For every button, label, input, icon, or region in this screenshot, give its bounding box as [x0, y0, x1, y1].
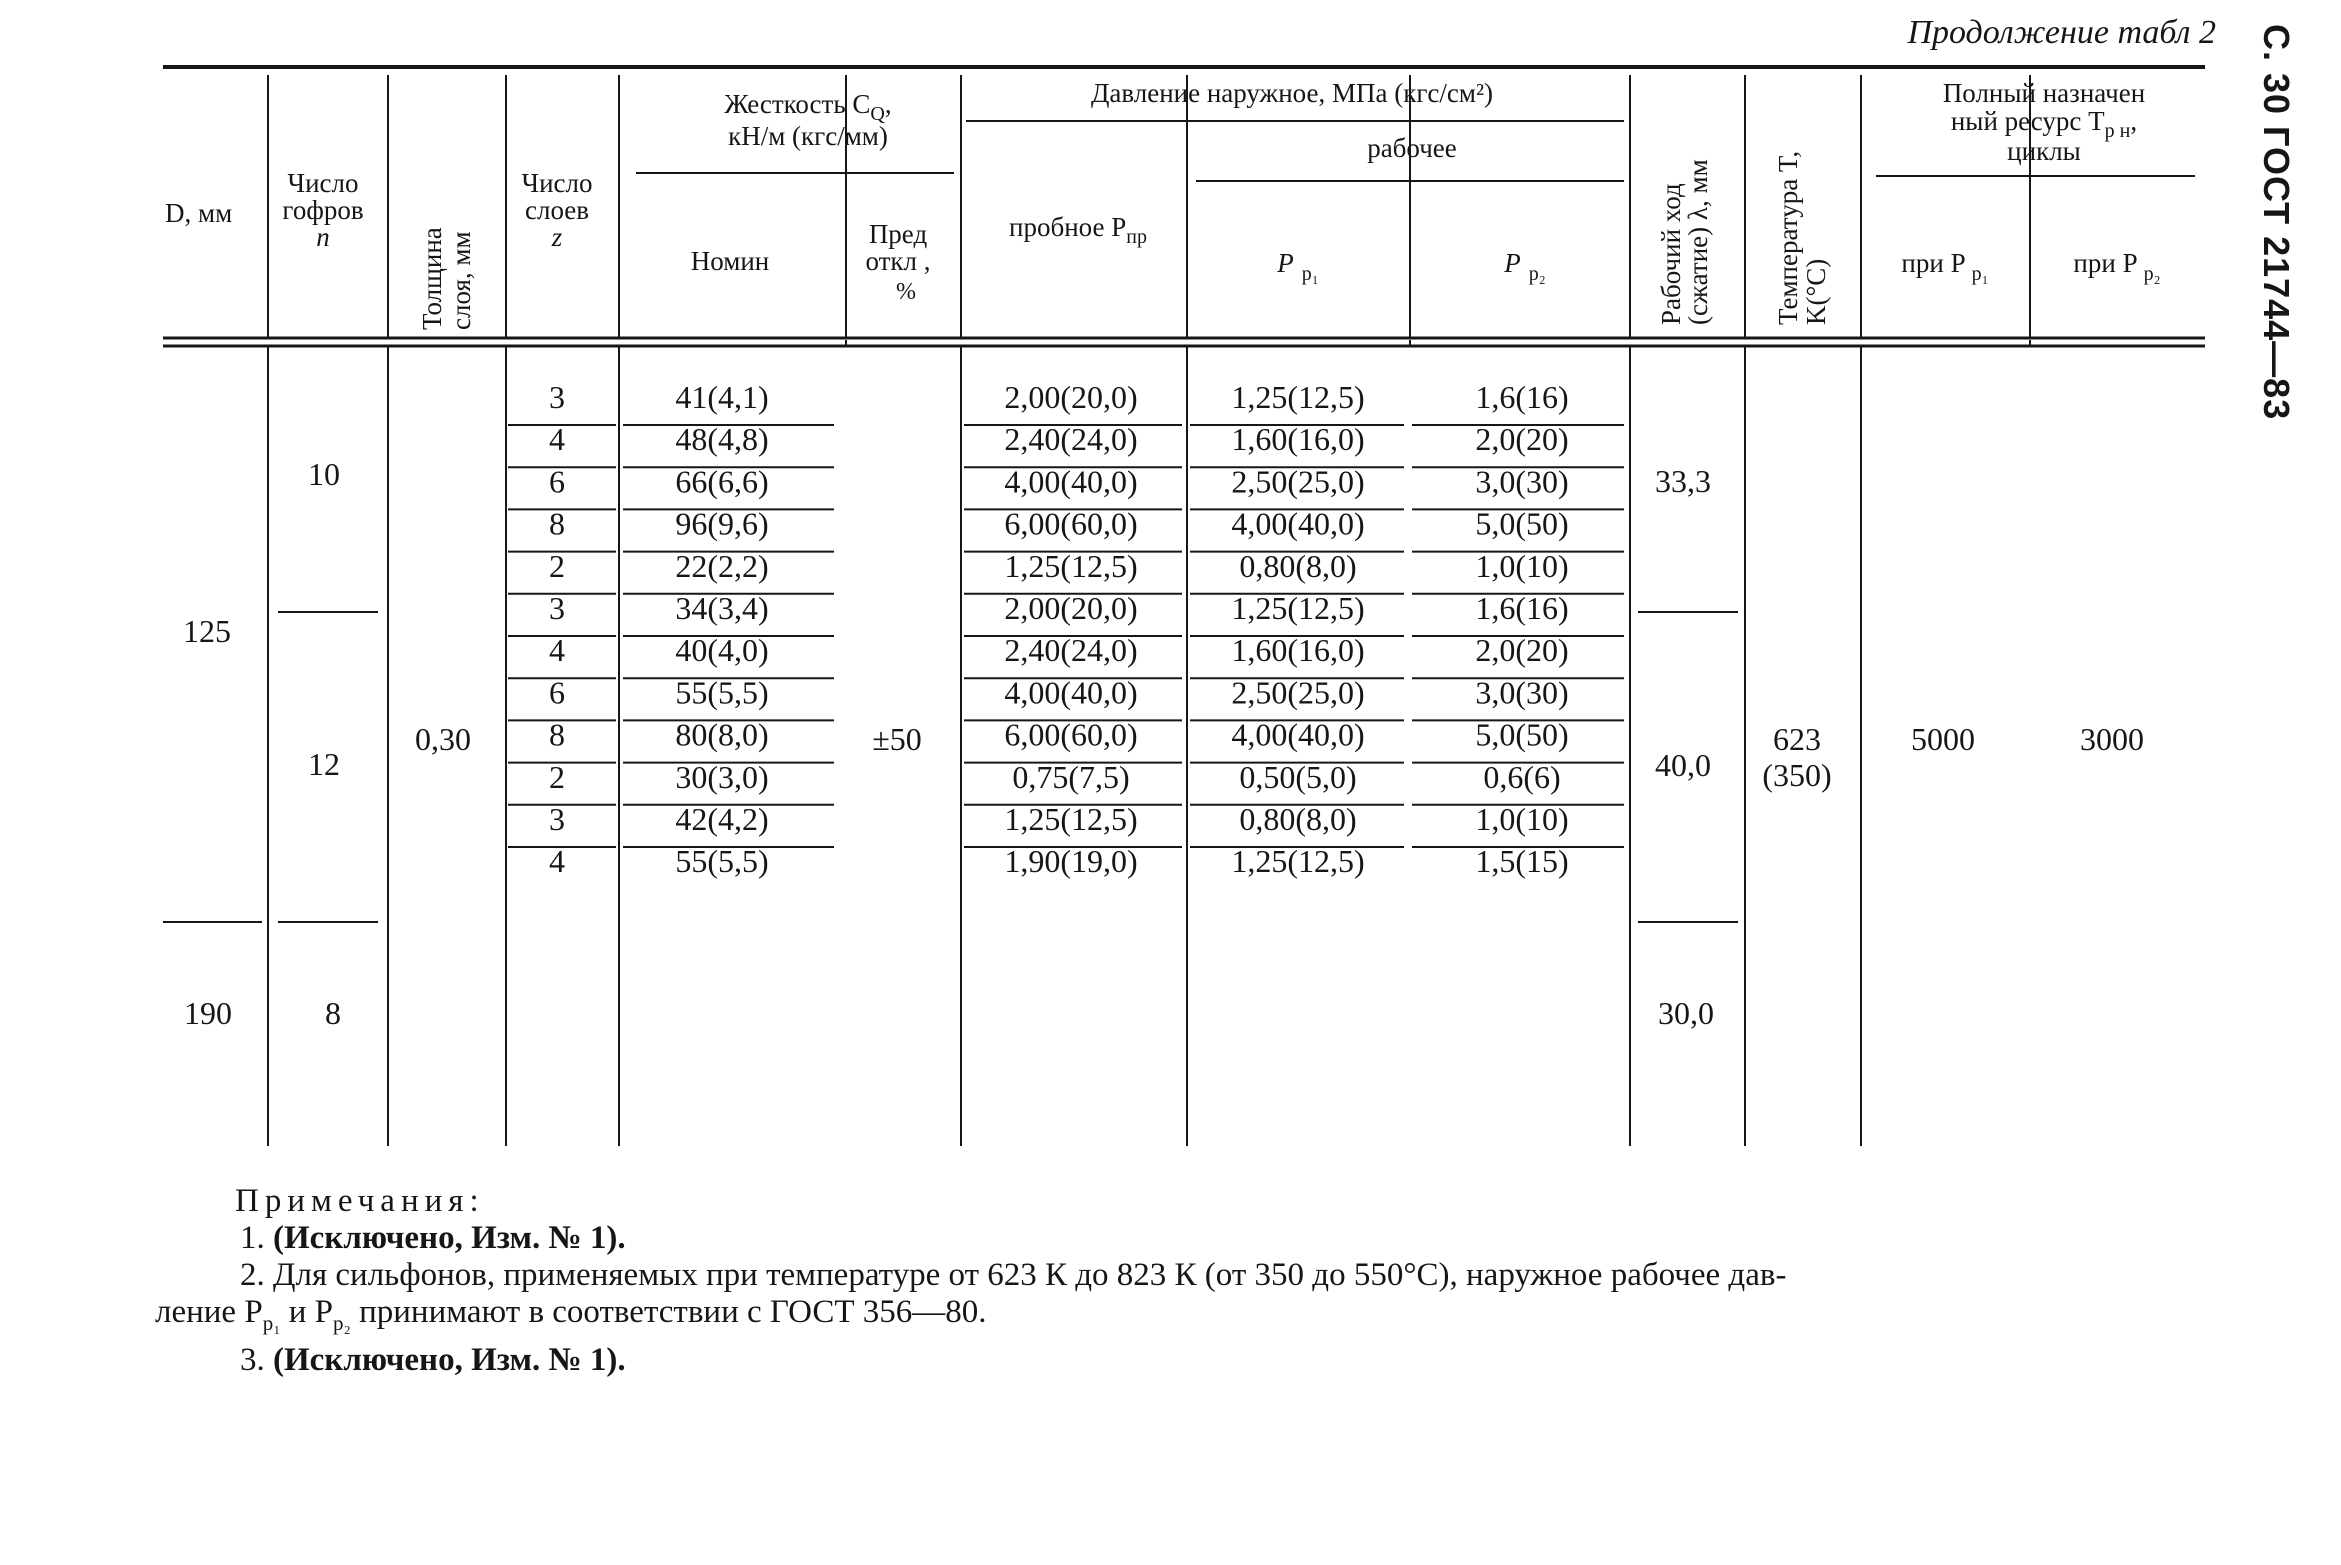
cell-stroke-2: 40,0 — [1655, 747, 1711, 783]
table-row — [508, 674, 1624, 720]
cell-test: 4,00(40,0) — [1004, 463, 1138, 500]
cell-test: 2,40(24,0) — [1004, 421, 1138, 458]
cell-stroke-3: 30,0 — [1658, 995, 1714, 1031]
cell-temperature-c: (350) — [1762, 757, 1832, 793]
notes-block — [155, 1183, 2255, 1379]
header-z-line1: Число — [521, 168, 593, 198]
table-row — [508, 548, 1624, 594]
cell-p1: 1,25(12,5) — [1231, 590, 1365, 626]
header-stiffness-line2: кН/м (кгс/мм) — [728, 121, 888, 151]
cell-z: 4 — [549, 421, 565, 458]
header-z-sym: z — [551, 222, 563, 252]
cell-n-8: 8 — [325, 995, 341, 1031]
note-3-text: (Исключено, Изм. № 1). — [273, 1342, 626, 1378]
cell-stroke-1: 33,3 — [1655, 463, 1711, 499]
cell-z: 3 — [549, 379, 565, 415]
cell-p2: 5,0(50) — [1475, 505, 1569, 542]
cell-test: 6,00(60,0) — [1004, 505, 1138, 542]
cell-p2: 1,5(15) — [1475, 843, 1569, 880]
cell-nom: 34(3,4) — [675, 590, 769, 626]
table-group-cells — [183, 456, 2144, 1031]
cell-z: 8 — [549, 716, 565, 753]
cell-p1: 1,60(16,0) — [1231, 632, 1365, 669]
cell-nom: 80(8,0) — [675, 716, 769, 753]
cell-p1: 2,50(25,0) — [1231, 674, 1365, 711]
table-row — [508, 463, 1624, 509]
header-nominal: Номин — [690, 246, 770, 276]
header-thickness-line2: слоя, мм — [446, 231, 476, 330]
cell-p1: 1,60(16,0) — [1231, 421, 1365, 458]
cell-p2: 0,6(6) — [1483, 758, 1561, 795]
cell-p2: 3,0(30) — [1475, 463, 1569, 500]
header-resource-line3: циклы — [2007, 136, 2081, 166]
cell-test: 0,75(7,5) — [1012, 758, 1130, 795]
header-pp1: P $_{p_1}$ — [1277, 248, 1319, 285]
cell-p2: 1,6(16) — [1475, 590, 1569, 626]
cell-resource-p2: 3000 — [2080, 721, 2144, 757]
cell-p1: 4,00(40,0) — [1231, 505, 1365, 542]
note-3 — [235, 1342, 2255, 1379]
cell-test: 4,00(40,0) — [1004, 674, 1138, 711]
cell-p2: 2,0(20) — [1475, 421, 1569, 458]
cell-z: 6 — [549, 463, 565, 500]
cell-p1: 1,25(12,5) — [1231, 843, 1365, 880]
table-row — [508, 506, 1624, 552]
header-n-line1: Число — [287, 168, 359, 198]
cell-nom: 41(4,1) — [675, 379, 769, 415]
cell-nom: 96(9,6) — [675, 505, 769, 542]
cell-test: 6,00(60,0) — [1004, 716, 1138, 753]
cell-z: 6 — [549, 674, 565, 711]
cell-p1: 4,00(40,0) — [1231, 716, 1365, 753]
note-1-text: (Исключено, Изм. № 1). — [273, 1220, 626, 1256]
cell-p1: 2,50(25,0) — [1231, 463, 1365, 500]
table-row — [508, 717, 1624, 763]
header-deviation-line2: откл , — [865, 246, 931, 276]
cell-z: 3 — [549, 801, 565, 837]
table-row — [508, 759, 1624, 805]
header-n-line2: гофров — [282, 195, 364, 225]
cell-test: 2,00(20,0) — [1004, 379, 1138, 415]
cell-n-10: 10 — [308, 456, 340, 492]
cell-d-125: 125 — [183, 613, 231, 649]
header-temp-line1: Температура T, — [1773, 150, 1803, 325]
header-test-pressure: пробное $P_{пр}$ — [1009, 212, 1147, 248]
cell-nom: 66(6,6) — [675, 463, 769, 500]
cell-z: 4 — [549, 843, 565, 880]
cell-p2: 5,0(50) — [1475, 716, 1569, 753]
table-row — [508, 801, 1624, 847]
cell-p1: 0,50(5,0) — [1239, 758, 1357, 795]
header-z-line2: слоев — [524, 195, 590, 225]
cell-test: 1,90(19,0) — [1004, 843, 1138, 880]
cell-p2: 2,0(20) — [1475, 632, 1569, 669]
continuation-label: Продолжение табл 2 — [1907, 14, 2216, 51]
header-at-p1: при P $_{p_1}$ — [1901, 248, 1989, 285]
table-rules — [163, 67, 2205, 1146]
cell-nom: 42(4,2) — [675, 801, 769, 837]
cell-p2: 1,0(10) — [1475, 547, 1569, 584]
cell-temperature-k: 623 — [1773, 721, 1821, 757]
cell-nom: 22(2,2) — [675, 547, 769, 584]
page-side-label: С. 30 ГОСТ 21744—83 — [2256, 24, 2297, 421]
cell-deviation: ±50 — [872, 721, 922, 757]
cell-test: 1,25(12,5) — [1004, 801, 1138, 837]
header-pp2: P $_{p_2}$ — [1504, 248, 1546, 285]
header-d: D, мм — [165, 198, 233, 228]
table-row — [508, 421, 1624, 467]
header-n-sym: n — [316, 222, 330, 252]
cell-nom: 48(4,8) — [675, 421, 769, 458]
cell-p1: 0,80(8,0) — [1239, 801, 1357, 837]
note-3-number: 3. — [240, 1342, 265, 1378]
table-row — [508, 590, 1624, 636]
cell-z: 2 — [549, 547, 565, 584]
header-stiffness-line1: Жесткость $C_Q$, — [724, 89, 892, 125]
table-row — [549, 843, 1569, 879]
cell-z: 8 — [549, 505, 565, 542]
note-2-line2: ление $P_{p_1}$ и $P_{p_2}$ принимают в соответствии с ГОСТ 356—80. — [155, 1294, 987, 1335]
cell-z: 4 — [549, 632, 565, 669]
header-deviation-line1: Пред — [868, 219, 928, 249]
cell-p2: 3,0(30) — [1475, 674, 1569, 711]
header-resource-line2: ный ресурс $T_{р н}$, — [1950, 106, 2138, 142]
note-1 — [235, 1220, 2255, 1257]
cell-p1: 0,80(8,0) — [1239, 547, 1357, 584]
cell-p2: 1,6(16) — [1475, 379, 1569, 415]
header-thickness-line1: Толщина — [417, 227, 447, 330]
header-deviation-line3: % — [896, 279, 916, 305]
cell-resource-p1: 5000 — [1911, 721, 1975, 757]
table-row — [508, 632, 1624, 678]
cell-z: 2 — [549, 758, 565, 795]
header-pressure: Давление наружное, МПа (кгс/см²) — [1090, 78, 1494, 108]
cell-p1: 1,25(12,5) — [1231, 379, 1365, 415]
cell-n-12: 12 — [308, 746, 340, 782]
table-row — [508, 379, 1624, 425]
cell-test: 1,25(12,5) — [1004, 547, 1138, 584]
cell-test: 2,00(20,0) — [1004, 590, 1138, 626]
cell-nom: 40(4,0) — [675, 632, 769, 669]
header-at-p2: при P $_{p_2}$ — [2073, 248, 2161, 285]
cell-thickness: 0,30 — [415, 721, 471, 757]
header-stroke-line2: (сжатие) λ, мм — [1683, 159, 1713, 325]
cell-nom: 30(3,0) — [675, 758, 769, 795]
header-temp-line2: K(°C) — [1801, 258, 1831, 325]
note-1-number: 1. — [240, 1220, 265, 1256]
table-rows — [508, 379, 1624, 879]
cell-d-190: 190 — [184, 995, 232, 1031]
cell-nom: 55(5,5) — [675, 843, 769, 880]
header-working: рабочее — [1367, 133, 1457, 163]
notes-title: Примечания: — [235, 1183, 485, 1219]
cell-nom: 55(5,5) — [675, 674, 769, 711]
header-resource-line1: Полный назначен — [1942, 78, 2146, 108]
header-stroke-line1: Рабочий ход — [1656, 183, 1686, 325]
cell-test: 2,40(24,0) — [1004, 632, 1138, 669]
note-2-line1: 2. Для сильфонов, применяемых при температуре от 623 К до 823 К (от 350 до 550°С), наружное рабочее дав- — [240, 1257, 1787, 1293]
cell-p2: 1,0(10) — [1475, 801, 1569, 837]
cell-z: 3 — [549, 590, 565, 626]
